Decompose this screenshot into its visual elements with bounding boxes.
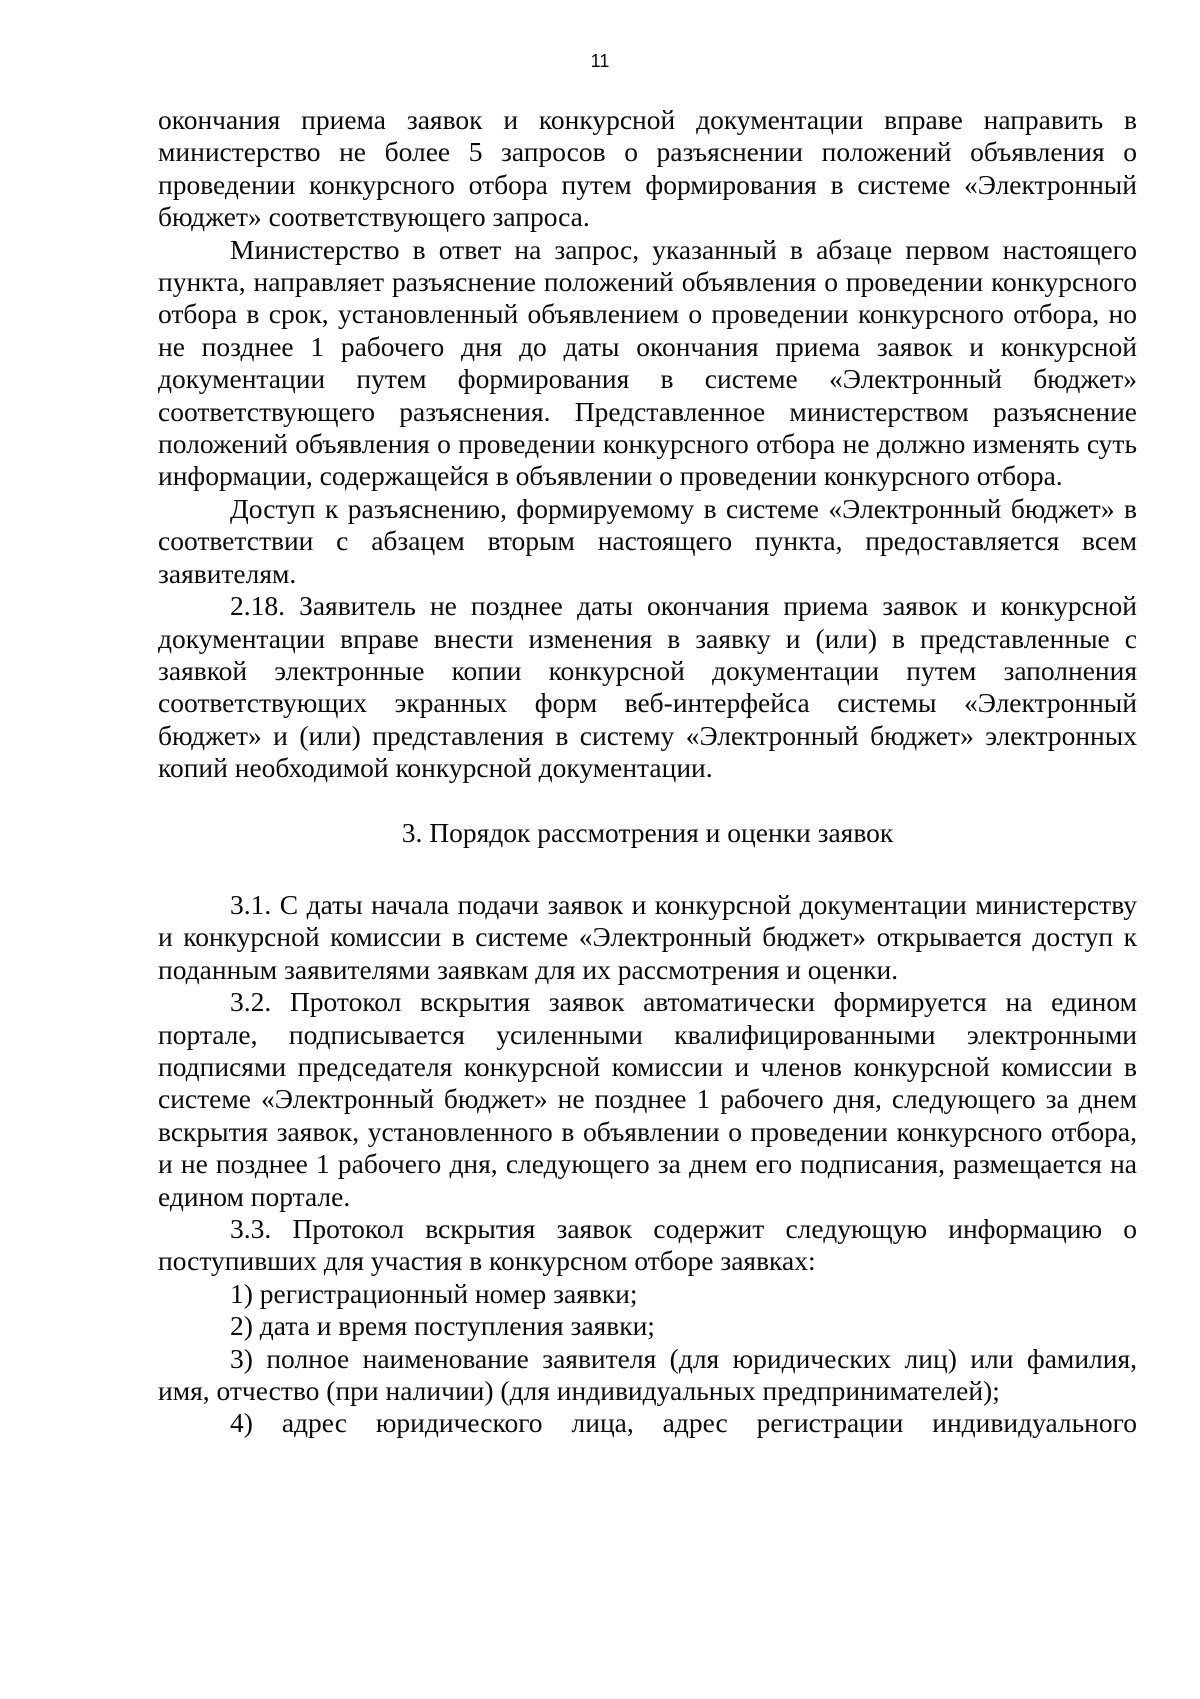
list-item-1: 1) регистрационный номер заявки; (230, 1277, 638, 1309)
list-item-2: 2) дата и время поступления заявки; (230, 1310, 655, 1342)
list-item-3: 3) полное наименование заявителя (для юридических лиц) или фамилия, имя, отчество (при наличии) (для индивидуальных предпринимателей); (158, 1342, 1137, 1407)
page-number: 11 (590, 51, 610, 71)
document-body (158, 104, 1137, 1440)
paragraph-3-2: 3.2. Протокол вскрытия заявок автоматически формируется на едином портале, подписывается усиленными квалифицированными электронными подписями председателя конкурсной комиссии и членов конкурсной комиссии в системе «Электронный бюджет» не позднее 1 рабочего дня, следующего за днем вскрытия заявок, установленного в объявлении о проведении конкурсного отбора, и не позднее 1 рабочего дня, следующего за днем его подписания, размещается на едином портале. (158, 986, 1137, 1212)
paragraph-continuation: окончания приема заявок и конкурсной документации вправе направить в министерство не более 5 запросов о разъяснении положений объявления о проведении конкурсного отбора путем формирования в системе «Электронный бюджет» соответствующего запроса. (158, 104, 1137, 233)
paragraph-3-1: 3.1. С даты начала подачи заявок и конкурсной документации министерству и конкурсной комиссии в системе «Электронный бюджет» открывается доступ к поданным заявителями заявкам для их рассмотрения и оценки. (158, 888, 1137, 985)
paragraph-access-clarification: Доступ к разъяснению, формируемому в системе «Электронный бюджет» в соответствии с абзацем вторым настоящего пункта, предоставляется всем заявителям. (158, 492, 1137, 589)
list-item-4: 4) адрес юридического лица, адрес регистрации индивидуального (230, 1407, 1137, 1439)
paragraph-3-3: 3.3. Протокол вскрытия заявок содержит следующую информацию о поступивших для участия в конкурсном отборе заявках: (158, 1213, 1137, 1277)
paragraph-ministry-response: Министерство в ответ на запрос, указанный в абзаце первом настоящего пункта, направляет разъяснение положений объявления о проведении конкурсного отбора в срок, установленный объявлением о проведении конкурсного отбора, но не позднее 1 рабочего дня до даты окончания приема заявок и конкурсной документации путем формирования в системе «Электронный бюджет» соответствующего разъяснения. Представленное министерством разъяснение положений объявления о проведении конкурсного отбора не должно изменять суть информации, содержащейся в объявлении о проведении конкурсного отбора. (158, 233, 1137, 492)
paragraph-2-18: 2.18. Заявитель не позднее даты окончания приема заявок и конкурсной документации вправе внести изменения в заявку и (или) в представленные с заявкой электронные копии конкурсной документации путем заполнения соответствующих экранных форм веб-интерфейса системы «Электронный бюджет» и (или) представления в систему «Электронный бюджет» электронных копий необходимой конкурсной документации. (158, 590, 1137, 784)
section-heading: 3. Порядок рассмотрения и оценки заявок (401, 816, 894, 848)
